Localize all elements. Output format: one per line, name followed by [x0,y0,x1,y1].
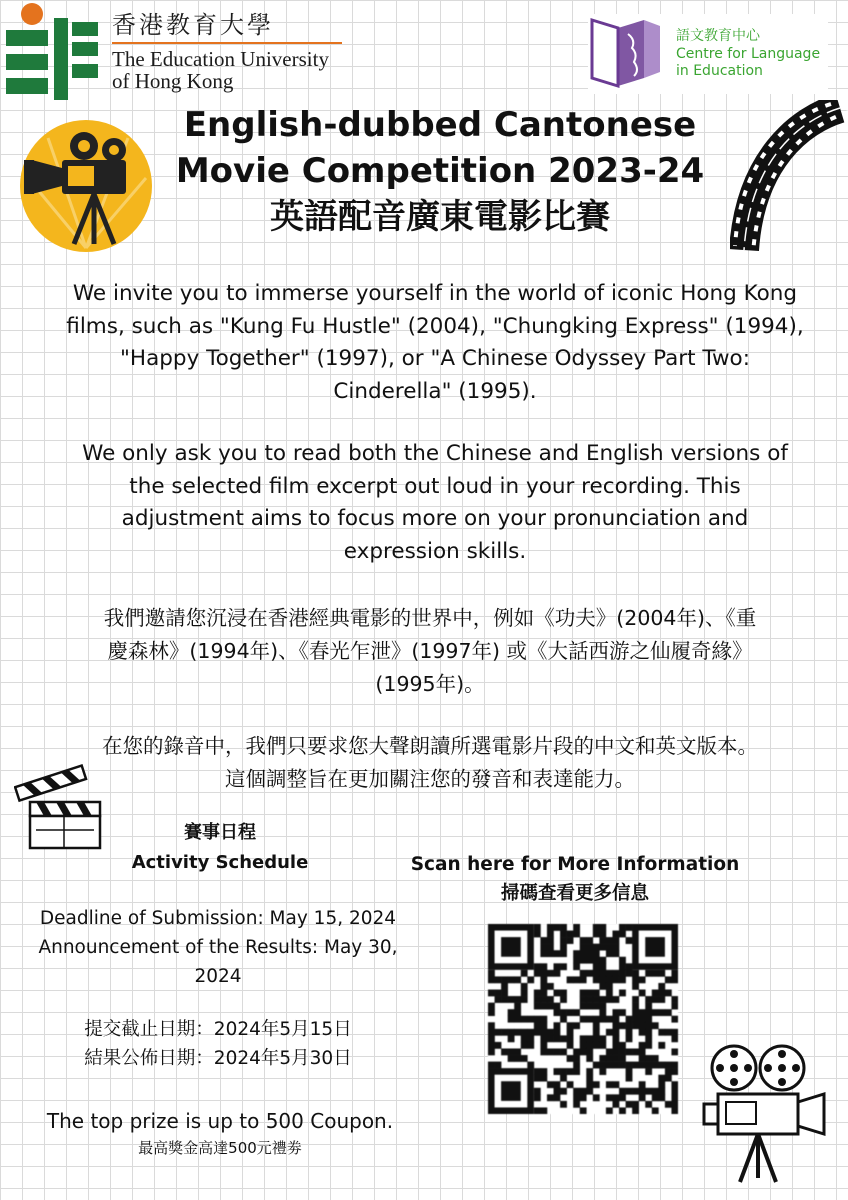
scan-heading-zh: 掃碼查看更多信息 [500,883,649,904]
qr-code-icon[interactable] [488,924,678,1114]
movie-camera-icon [18,118,154,254]
film-projector-illustration [700,1038,840,1188]
instruction-paragraph-en [40,438,830,568]
intro-zh-line: 慶森林》(1994年)、《春光乍泄》(1997年) 或《大話西游之仙履奇緣》 [107,639,753,663]
intro-zh-line: (1995年)。 [375,672,485,696]
instruction-zh-line: 在您的錄音中，我們只要求您大聲朗讀所選電影片段的中文和英文版本。 [102,734,758,758]
intro-en-line: films, such as "Kung Fu Hustle" (2004), "Chungking Express" (1994), [66,313,804,339]
qr-code[interactable] [488,924,678,1114]
clapperboard-illustration [14,760,106,852]
prize-en: The top prize is up to 500 Coupon. [46,1109,394,1133]
page-title [150,106,730,244]
filmstrip-decoration [730,100,848,260]
title-line-2: Movie Competition 2023-24 [175,151,705,191]
results-en-line2: 2024 [194,966,242,987]
title-line-1: English-dubbed Cantonese [183,105,697,145]
title-line-3: 英語配音廣東電影比賽 [270,197,610,237]
instruction-en-line: We only ask you to read both the Chinese and English versions of [82,441,788,466]
eduhk-divider [112,42,342,44]
intro-en-line: Cinderella" (1995). [333,378,537,404]
schedule-details [18,904,418,1073]
intro-en-line: We invite you to immerse yourself in the world of iconic Hong Kong [72,281,798,306]
schedule-heading-en: Activity Schedule [131,852,309,873]
prize-info [20,1106,420,1160]
movie-camera-illustration [18,118,154,254]
eduhk-logo-icon [6,2,116,102]
instruction-en-line: adjustment aims to focus more on your pronunciation and [121,506,749,531]
clapperboard-icon [14,760,106,852]
intro-zh-line: 我們邀請您沉浸在香港經典電影的世界中，例如《功夫》(2004年)、《重 [103,606,757,630]
film-projector-icon [700,1038,840,1188]
schedule-heading-zh: 賽事日程 [184,822,256,843]
filmstrip-icon [730,100,848,260]
cle-name-en-line1: Centre for Language [676,45,821,62]
scan-heading [400,850,750,908]
eduhk-name-en-line2: of Hong Kong [112,69,234,93]
schedule-heading [115,818,325,878]
eduhk-name-zh: 香港教育大學 [112,13,274,39]
intro-paragraph-zh [30,602,830,701]
instruction-zh-line: 這個調整旨在更加關注您的發音和表達能力。 [225,767,635,791]
eduhk-name [112,12,342,92]
instruction-en-line: the selected film excerpt out loud in your recording. This [129,473,741,499]
cle-name-zh: 語文教育中心 [676,28,760,44]
intro-en-line: "Happy Together" (1997), or "A Chinese Odyssey Part Two: [120,346,750,371]
prize-zh: 最高獎金高達500元禮劵 [138,1139,302,1157]
eduhk-name-en-line1: The Education University [112,47,329,71]
results-en-line1: Announcement of the Results: May 30, [38,937,398,958]
instruction-en-line: expression skills. [343,538,527,564]
results-zh: 結果公佈日期：2024年5月30日 [84,1048,352,1069]
deadline-zh: 提交截止日期：2024年5月15日 [84,1019,352,1040]
cle-name [676,28,820,81]
deadline-en: Deadline of Submission: May 15, 2024 [39,908,397,929]
cle-name-en-line2: in Education [676,63,763,79]
cle-logo-icon [588,14,668,94]
instruction-paragraph-zh [30,730,830,796]
scan-heading-en: Scan here for More Information [410,854,740,875]
intro-paragraph-en [40,278,830,408]
